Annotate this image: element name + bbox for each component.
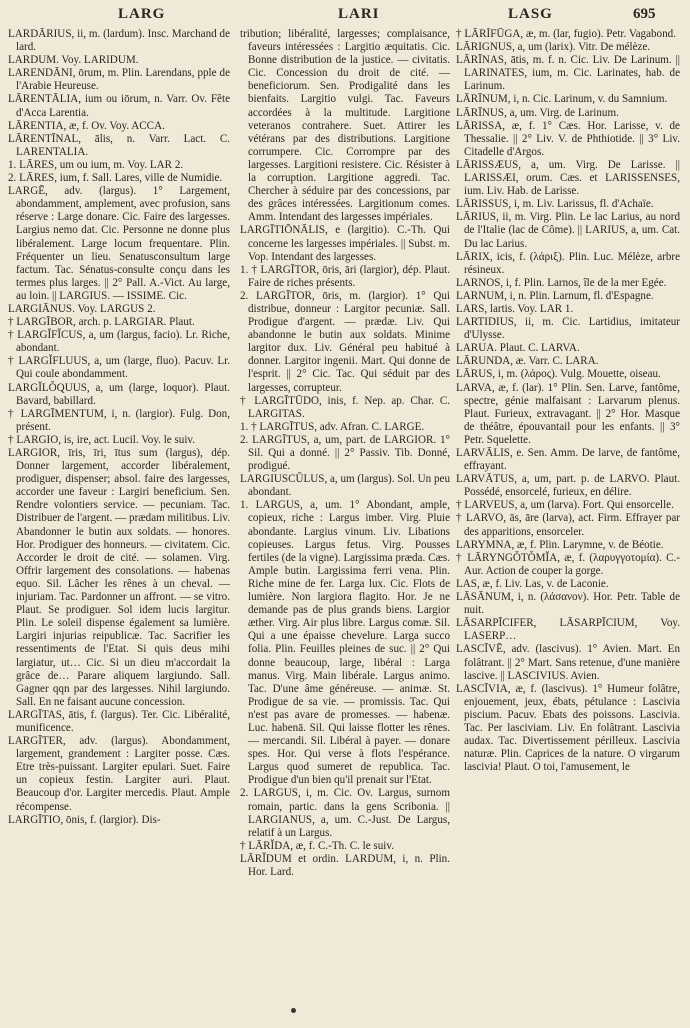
dictionary-entry: 1. LARGUS, a, um. 1° Abondant, ample, copieux, riche : Largus imber. Virg. Pluie abondante. Largius vinum. Liv. Libations copieuses. Largus fetus. Virg. Pousses fertiles (de la vigne). Largissima præda. Cæs. Ample butin. Largissima ferri vena. Plin. Riche mine de fer. Larga lux. Cic. Flots de lumière. Non largiora flagito. Hor. Je ne demande pas de plus grands biens. Largior æther. Virg. Air plus libre. Largus comæ. Sil. Qui a une épaisse chevelure. Larga succo folia. Plin. Feuilles pleines de suc. || 2° Qui donne beaucoup, large, libéral : Larga manus. Virg. Main libérale. Largus animo. Tac. D'une âme généreuse. — animæ. St. Prodigue de sa vie. — promissis. Tac. Qui n'est pas avare de promesses. — habenæ. Luc. habenā. Sil. Qui laisse flotter les rênes. — mercandi. Sil. Libéral à payer. — donare spes. Hor. Qui verse à flots l'espérance. Largus quod sumeret de republica. Tac. Prodigue d'un bien qu'il prenait sur l'Etat.	[240, 499, 450, 787]
dictionary-entry: LĀRENTĀLIA, ium ou iōrum, n. Varr. Ov. Fête d'Acca Larentia.	[8, 93, 230, 119]
dictionary-entry: LARVA, æ, f. (lar). 1° Plin. Sen. Larve, fantôme, spectre, génie malfaisant : Larvarum plenus. Plaut. Furieux, extravagant. || 2° Hor. Masque de théâtre, épouvantail pour les enfants. || 3° Petr. Squelette.	[456, 381, 680, 446]
running-header	[0, 6, 690, 28]
dictionary-entry: LARVĀTUS, a, um, part. p. de LARVO. Plaut. Possédé, ensorcelé, furieux, en délire.	[456, 473, 680, 499]
dictionary-entry: LARGIOR, īris, īri, ītus sum (largus), dép. Donner largement, accorder libéralement, prodiguer, dispenser; absol. faire des largesses, accorder une faveur : Largiri beneficium. Sen. Rendre volontiers service. — pecuniam. Tac. Distribuer de l'argent. — prædam militibus. Liv. Abandonner le butin aux soldats. — honores. Hor. Prodiguer des honneurs. — civitatem. Cic. Accorder le droit de cité. — solamen. Virg. Offrir largement des consolations. — habenas equo. Sil. Lâcher les rênes à un cheval. — injuriam. Tac. Pardonner un affront. — se vitro. Plaut. Se prodiguer. Sol idem lucis largitur. Plin. Le soleil dispense également sa lumière. Largiri injurias reipublicæ. Tac. Sacrifier les ressentiments de l'Etat. Si quis deus mihi largiatur, ut… Cic. Si un dieu m'accordait la grâce de… Parare aliquem largiundo. Sall. Gagner qqn par des largesses. Nihil largiundo. Sall. En ne faisant aucune concession.	[8, 447, 230, 708]
dictionary-entry: tribution; libéralité, largesses; complaisance, faveurs intéressées : Largitio æquitatis. Cic. Bonne distribution de la justice. — civitatis. Cic. Concession du droit de cité. — beneficiorum. Sen. Prodigalité dans les bienfaits. Largitio vulgi. Tac. Faveurs accordées à la multitude. Largitione veteranos contrahere. Suet. Attirer les vétérans par des distributions. Largitione corrumpere. Cic. Corrompre par des largesses. Largitioni resistere. Cic. Résister à la corruption. Largitione aggredi. Tac. Chercher à séduire par des concessions, par des grâces intéressées. Largitionum comes. Amm. Intendant des largesses impériales.	[240, 28, 450, 224]
dictionary-entry: LARGĪTIŌNĀLIS, e (largitio). C.-Th. Qui concerne les largesses impériales. || Subst. m. Vop. Intendant des largesses.	[240, 224, 450, 263]
dictionary-entry: † LARVO, ās, āre (larva), act. Firm. Effrayer par des apparitions, ensorceler.	[456, 512, 680, 538]
dictionary-entry: LĀRIX, icis, f. (λάριξ). Plin. Luc. Mélèze, arbre résineux.	[456, 250, 680, 276]
dictionary-entry: LĀRĪNUS, a, um. Virg. de Larinum.	[456, 106, 619, 119]
dictionary-entry: LĀRUS, i, m. (λάρος). Vulg. Mouette, oiseau.	[456, 368, 661, 381]
dictionary-entry: LARS, lartis. Voy. LAR 1.	[456, 302, 574, 315]
dictionary-entry: LARGIUSCŬLUS, a, um (largus). Sol. Un peu abondant.	[240, 473, 450, 499]
dictionary-entry: LĀRĪNUM, i, n. Cic. Larinum, v. du Samnium.	[456, 93, 668, 106]
dictionary-entry: LARGĪTAS, ātis, f. (largus). Ter. Cic. Libéralité, munificence.	[8, 708, 230, 734]
dictionary-entry: LARDUM. Voy. LARIDUM.	[8, 54, 139, 67]
dictionary-entry: LĀRĬDUM et ordin. LARDUM, i, n. Plin. Hor. Lard.	[240, 852, 450, 878]
dictionary-entry: LĀRUNDA, æ. Varr. C. LARA.	[456, 355, 599, 368]
dictionary-entry: † LARVEUS, a, um (larva). Fort. Qui ensorcelle.	[456, 499, 674, 512]
dictionary-entry: LĀRĪNAS, ātis, m. f. n. Cic. Liv. De Larinum. || LARINATES, ium, m. Cic. Larinates, hab. de Larinum.	[456, 54, 680, 93]
dictionary-entry: 1. LĀRES, um ou ium, m. Voy. LAR 2.	[8, 158, 184, 171]
column-left	[8, 28, 230, 1018]
dictionary-entry: LARVĀLIS, e. Sen. Amm. De larve, de fantôme, effrayant.	[456, 447, 680, 473]
dictionary-entry: LARUA. Plaut. C. LARVA.	[456, 342, 580, 355]
dictionary-entry: † LARGĬFLUUS, a, um (large, fluo). Pacuv. Lr. Qui coule abondamment.	[8, 355, 230, 381]
dictionary-entry: LARNOS, i, f. Plin. Larnos, île de la mer Egée.	[456, 276, 667, 289]
dictionary-entry: LARNUM, i, n. Plin. Larnum, fl. d'Espagne.	[456, 289, 654, 302]
dictionary-entry: † LARGĪTŪDO, inis, f. Nep. ap. Char. C. LARGITAS.	[240, 394, 450, 420]
dictionary-entry: LARGĪTIO, ōnis, f. (largior). Dis-	[8, 813, 161, 826]
dictionary-entry: 2. LARGUS, i, m. Cic. Ov. Largus, surnom romain, partic. dans la gens Scribonia. || LARGIANUS, a, um. C.-Just. De Largus, relatif à un Largus.	[240, 787, 450, 839]
dictionary-entry: LĀRIGNUS, a, um (larix). Vitr. De mélèze.	[456, 41, 651, 54]
dictionary-entry: LARGĒ, adv. (largus). 1° Largement, abondamment, amplement, avec profusion, sans réserve : Large donare. Cic. Faire des largesses. Largius nemo dat. Cic. Personne ne donne plus libéralement. Large locum frequentare. Plin. Fréquenter un lieu. Senatusconsultum large factum. Tac. Sénatus-consulte conçu dans les termes plus larges. || 2° Pall. A.-Vict. Au large, au loin. || LARGIUS. — ISSIME. Cic.	[8, 185, 230, 302]
dictionary-entry: LĀRENTIA, æ, f. Ov. Voy. ACCA.	[8, 119, 165, 132]
dictionary-entry: 2. LARGĪTOR, ōris, m. (largior). 1° Qui distribue, donneur : Largitor pecuniæ. Sall. Prodigue d'argent. — prædæ. Liv. Qui abandonne le butin aux soldats. Minime largitor dux. Liv. Général peu habitué à donner. Largitor ingenii. Mart. Qui donne de l'esprit. || 2° Cic. Tac. Qui séduit par des largesses, corrupteur.	[240, 289, 450, 394]
dictionary-entry: 2. LĀRES, ium, f. Sall. Lares, ville de Numidie.	[8, 172, 223, 185]
guide-word-left: LARG	[118, 6, 166, 22]
dictionary-entry: LĀSĀNUM, i, n. (λάσανον). Hor. Petr. Table de nuit.	[456, 591, 680, 617]
dictionary-entry: † LARGĪBOR, arch. p. LARGIAR. Plaut.	[8, 316, 195, 329]
dictionary-entry: LĀRISSUS, i, m. Liv. Larissus, fl. d'Achaïe.	[456, 198, 654, 211]
dictionary-entry: † LĀRĬFŪGA, æ, m. (lar, fugio). Petr. Vagabond.	[456, 28, 676, 40]
dictionary-entry: LASCĪVĒ, adv. (lascivus). 1° Avien. Mart. En folâtrant. || 2° Mart. Sans retenue, d'une manière lascive. || LASCIVIUS. Avien.	[456, 643, 680, 682]
guide-word-right: LASG	[508, 6, 553, 22]
dictionary-entry: LARGĪTER, adv. (largus). Abondamment, largement, grandement : Largiter posse. Cæs. Etre très-puissant. Largiter epulari. Suet. Faire un copieux festin. Largiter auri. Plaut. Beaucoup d'or. Largiter mercedis. Plaut. Ample récompense.	[8, 735, 230, 813]
dictionary-entry: 1. † LARGĪTOR, ōris, āri (largior), dép. Plaut. Faire de riches présents.	[240, 263, 450, 289]
footer-dot	[291, 1008, 296, 1013]
dictionary-entry: LAS, æ, f. Liv. Las, v. de Laconie.	[456, 577, 609, 590]
dictionary-entry: LARYMNA, æ, f. Plin. Larymne, v. de Béotie.	[456, 538, 664, 551]
dictionary-entry: † LARGĬFĬCUS, a, um (largus, facio). Lr. Riche, abondant.	[8, 329, 230, 355]
guide-word-center: LARI	[338, 6, 380, 22]
column-middle	[240, 28, 450, 1018]
dictionary-entry: LARTIDIUS, ii, m. Cic. Lartidius, imitateur d'Ulysse.	[456, 316, 680, 342]
column-right	[456, 28, 680, 1018]
dictionary-entry: LĀRISSA, æ, f. 1° Cæs. Hor. Larisse, v. de Thessalie. || 2° Liv. V. de Phthiotide. || 3° Liv. Citadelle d'Argos.	[456, 119, 680, 158]
dictionary-entry: 1. † LARGĪTUS, adv. Afran. C. LARGE.	[240, 420, 425, 433]
dictionary-entry: † LARGĪMENTUM, i, n. (largior). Fulg. Don, présent.	[8, 407, 230, 433]
dictionary-entry: LASCĪVIA, æ, f. (lascivus). 1° Humeur folâtre, enjouement, jeux, ébats, pétulance : Lascivia piscium. Pacuv. Ebats des poissons. Lascivia. Tac. Per lasciviam. Liv. En folâtrant. Lascivia audax. Tac. Divertissement périlleux. Lascivia naturæ. Plin. Caprices de la nature. O virgarum lascivia! Plaut. O toi, l'amusement, le	[456, 682, 680, 774]
dictionary-entry: LĀRISSÆUS, a, um. Virg. De Larisse. || LARISSÆI, orum. Cæs. et LARISSENSES, ium. Liv. Hab. de Larisse.	[456, 158, 680, 198]
dictionary-entry: LARGĬLŎQUUS, a, um (large, loquor). Plaut. Bavard, babillard.	[8, 381, 230, 407]
dictionary-entry: LARGIĀNUS. Voy. LARGUS 2.	[8, 302, 156, 315]
dictionary-entry: † LĀRĬDA, æ, f. C.-Th. C. le suiv.	[240, 839, 394, 852]
dictionary-entry: † LĀRYNGŎTŎMĬA, æ, f. (λαρυγγοτομία). C.-Aur. Action de couper la gorge.	[456, 551, 680, 577]
dictionary-entry: LARDĀRIUS, ii, m. (lardum). Insc. Marchand de lard.	[8, 28, 230, 54]
dictionary-entry: LĀRIUS, ii, m. Virg. Plin. Le lac Larius, au nord de l'Italie (lac de Côme). || LARIUS, a, um. Cat. Du lac Larius.	[456, 211, 680, 250]
dictionary-entry: LARENDĀNI, ōrum, m. Plin. Larendans, pple de l'Arabie Heureuse.	[8, 67, 230, 93]
dictionary-entry: † LARGIO, is, ire, act. Lucil. Voy. le suiv.	[8, 433, 196, 446]
page-number: 695	[633, 6, 656, 22]
dictionary-entry: LĀSARPĪCIFER, LĀSARPĪCIUM, Voy. LASERP…	[456, 617, 680, 643]
dictionary-entry: LĀRENTĪNAL, ālis, n. Varr. Lact. C. LARENTALIA.	[8, 132, 230, 158]
dictionary-entry: 2. LARGĪTUS, a, um, part. de LARGIOR. 1° Sil. Qui a donné. || 2° Passiv. Tib. Donné, prodigué.	[240, 433, 450, 473]
